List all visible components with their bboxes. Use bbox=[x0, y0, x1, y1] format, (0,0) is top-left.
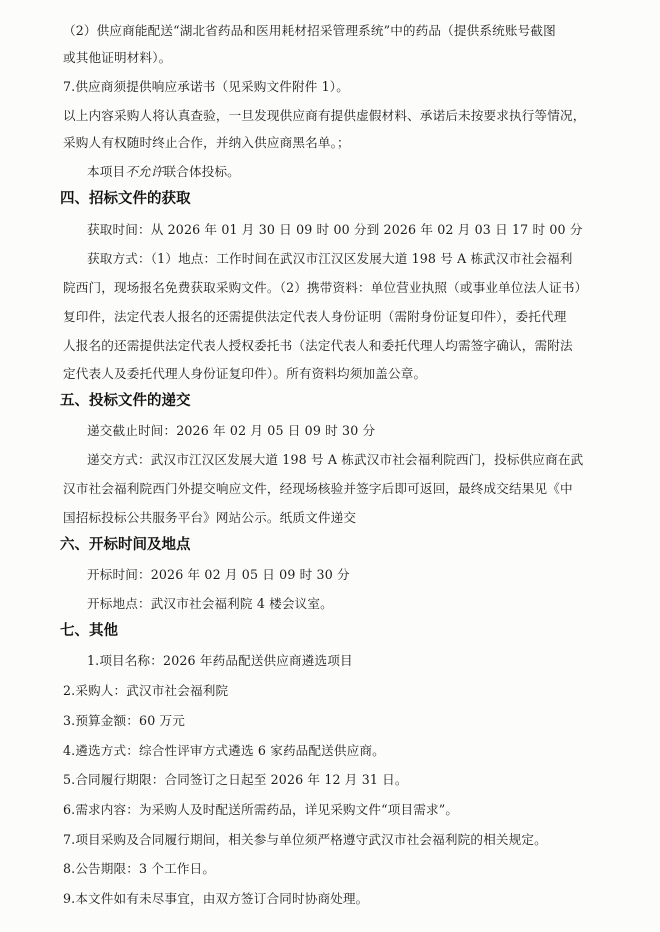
other-item: 4.遴选方式：综合性评审方式遴选 6 家药品配送供应商。 bbox=[63, 743, 385, 758]
other-item: 9.本文件如有未尽事宜，由双方签订合同时协商处理。 bbox=[63, 891, 369, 906]
other-item: 5.合同履行期限：合同签订之日起至 2026 年 12 月 31 日。 bbox=[63, 772, 408, 787]
supplier-requirement-line: （2）供应商能配送“湖北省药品和医用耗材招采管理系统”中的药品（提供系统账号截图 bbox=[63, 23, 556, 38]
consortium-notice-emphasis: 不允许 bbox=[125, 164, 164, 179]
submission-method-line: 汉市社会福利院西门外提交响应文件，经现场核验并签字后即可返回，最终成交结果见《中 bbox=[63, 481, 573, 496]
verification-notice-line-cont: 采购人有权随时终止合作，并纳入供应商黑名单。； bbox=[63, 135, 350, 150]
section-heading-4: 四、招标文件的获取 bbox=[60, 191, 191, 207]
other-item: 1.项目名称：2026 年药品配送供应商遴选项目 bbox=[87, 653, 353, 668]
acquisition-method-line: 院西门，现场报名免费获取采购文件。（2）携带资料：单位营业执照（或事业单位法人证书） bbox=[63, 280, 588, 295]
commitment-letter-line: 7.供应商须提供响应承诺书（见采购文件附件 1）。 bbox=[63, 79, 349, 94]
verification-notice-line: 以上内容采购人将认真查验，一旦发现供应商有提供虚假材料、承诺后未按要求执行等情况， bbox=[63, 108, 586, 123]
consortium-notice-suffix: 联合体投标。 bbox=[163, 164, 240, 179]
other-item: 6.需求内容：为采购人及时配送所需药品，详见采购文件“项目需求”。 bbox=[63, 802, 459, 817]
submission-deadline: 递交截止时间：2026 年 02 月 05 日 09 时 30 分 bbox=[87, 423, 376, 438]
other-item: 8.公告期限：3 个工作日。 bbox=[63, 861, 216, 876]
section-heading-5: 五、投标文件的递交 bbox=[60, 393, 191, 409]
opening-place: 开标地点：武汉市社会福利院 4 楼会议室。 bbox=[87, 596, 333, 611]
acquisition-time: 获取时间：从 2026 年 01 月 30 日 09 时 00 分到 2026 年 02 月 03 日 17 时 00 分 bbox=[87, 222, 583, 237]
other-item: 2.采购人：武汉市社会福利院 bbox=[63, 683, 229, 698]
other-item: 3.预算金额：60 万元 bbox=[63, 713, 186, 728]
section-heading-6: 六、开标时间及地点 bbox=[60, 537, 191, 553]
submission-method-line: 国招标投标公共服务平台》网站公示。纸质文件递交 bbox=[63, 510, 357, 525]
consortium-notice bbox=[87, 164, 240, 180]
supplier-requirement-line-cont: 或其他证明材料）。 bbox=[63, 50, 172, 65]
other-item: 7.项目采购及合同履行期间，相关参与单位须严格遵守武汉市社会福利院的相关规定。 bbox=[63, 832, 547, 847]
acquisition-method-line: 复印件，法定代表人报名的还需提供法定代表人身份证明（需附身份证复印件），委托代理 bbox=[63, 309, 567, 324]
acquisition-method-line: 获取方式：（1）地点：工作时间在武汉市江汉区发展大道 198 号 A 栋武汉市社会福利 bbox=[87, 251, 573, 266]
opening-time: 开标时间：2026 年 02 月 05 日 09 时 30 分 bbox=[87, 567, 350, 582]
acquisition-method-line: 人报名的还需提供法定代表人授权委托书（法定代表人和委托代理人均需签字确认，需附法 bbox=[63, 338, 573, 353]
section-heading-7: 七、其他 bbox=[60, 623, 118, 639]
acquisition-method-line: 定代表人及委托代理人身份证复印件）。所有资料均须加盖公章。 bbox=[63, 366, 427, 381]
submission-method-line: 递交方式：武汉市江汉区发展大道 198 号 A 栋武汉市社会福利院西门，投标供应商在武 bbox=[87, 452, 584, 467]
consortium-notice-prefix: 本项目 bbox=[87, 164, 126, 179]
